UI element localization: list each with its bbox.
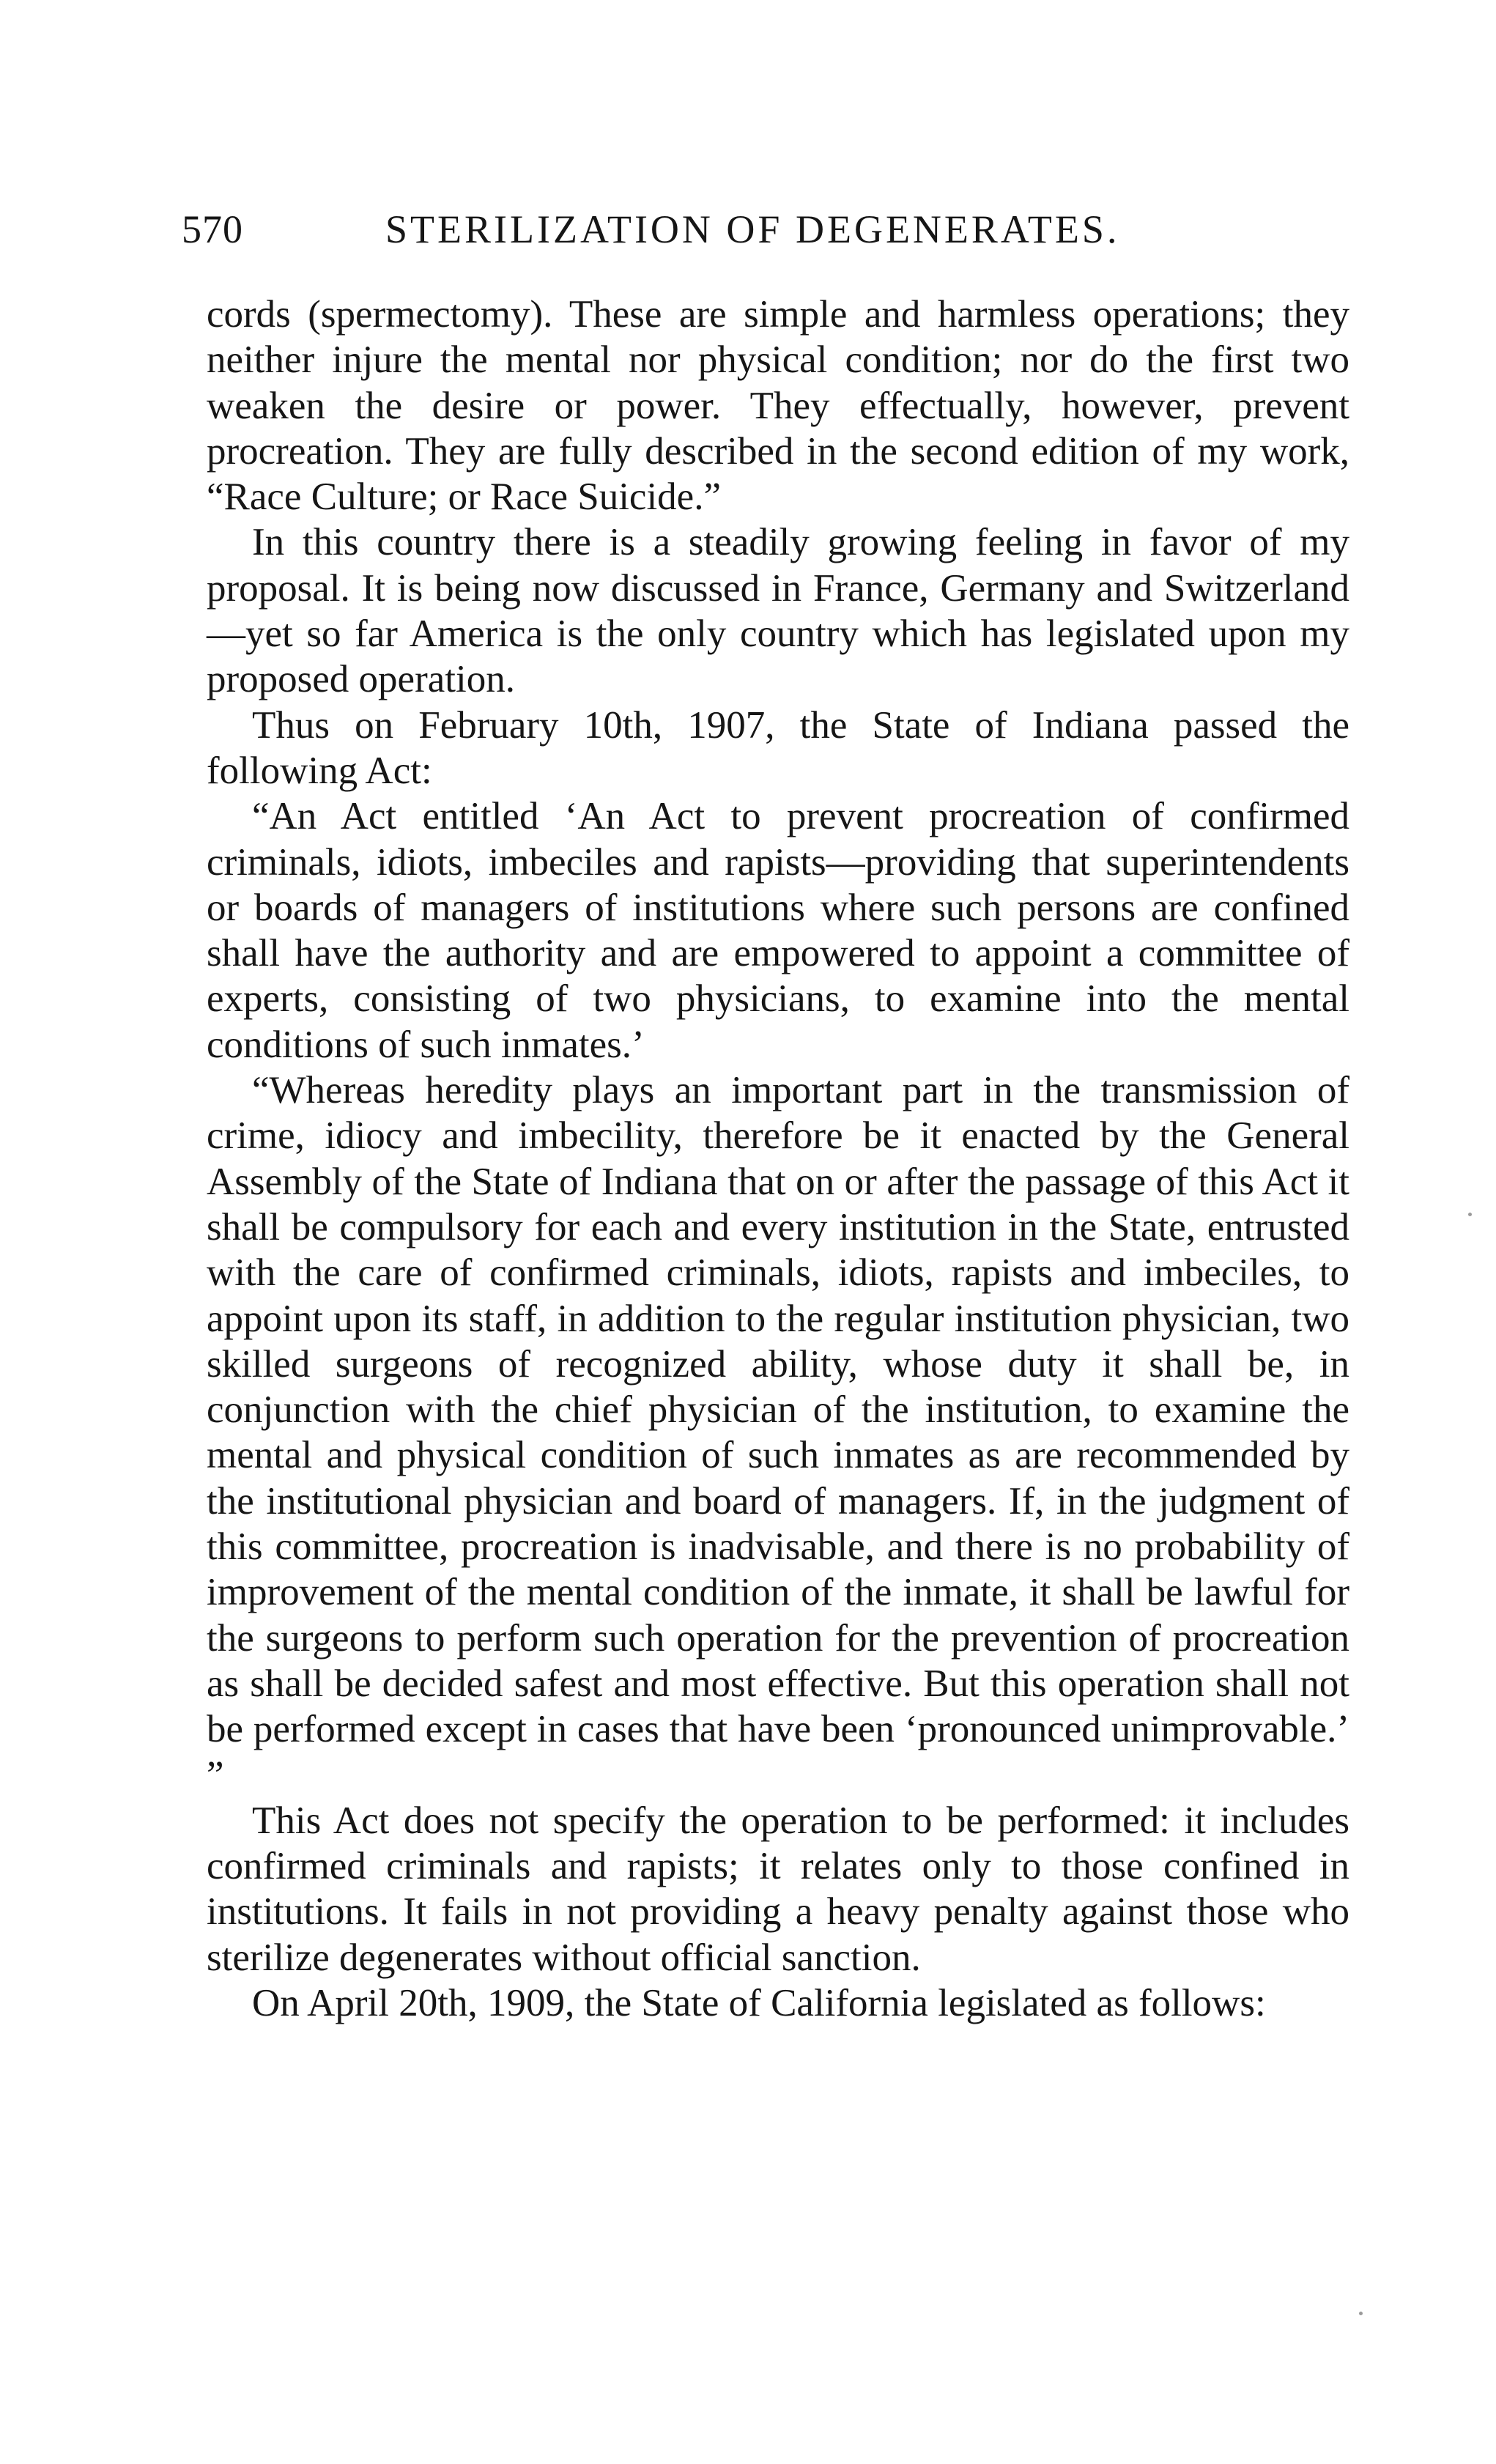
- paragraph-act-title: “An Act entitled ‘An Act to prevent procreation of confirmed criminals, idiots, imbeciles and rapists—providing that superintendents or boards of managers of institutions where such persons are confined shall have the authority and are empowered to appoint a committee of experts, consisting of two physicians, to examine into the mental conditions of such inmates.’: [207, 795, 1349, 1066]
- paragraph-whereas: “Whereas heredity plays an important part in the transmission of crime, idiocy and imbecility, therefore be it enacted by the General Assembly of the State of Indiana that on or after the passage of this Act it shall be compulsory for each and every institution in the State, entrusted with the care of confirmed criminals, idiots, rapists and imbeciles, to appoint upon its staff, in addition to the regular institution physician, two skilled surgeons of recognized ability, whose duty it shall be, in conjunction with the chief physician of the institution, to examine the mental and physical condition of such inmates as are recommended by the institutional physician and board of managers. If, in the judgment of this committee, procreation is inadvisable, and there is no probability of improvement of the mental condition of the inmate, it shall be lawful for the surgeons to perform such operation for the prevention of procreation as shall be decided safest and most effective. But this operation shall not be performed except in cases that have been ‘pronounced unimprovable.’ ”: [207, 1069, 1349, 1797]
- page-header: [182, 207, 1156, 265]
- scan-speck: [1359, 2312, 1363, 2315]
- paragraph-growing-feeling: In this country there is a steadily growing feeling in favor of my proposal. It is being now discussed in France, Germany and Switzerland—yet so far America is the only country which has legislated upon my proposed operation.: [207, 521, 1349, 701]
- paragraph-california-intro: On April 20th, 1909, the State of California legislated as follows:: [252, 1981, 1266, 2024]
- paragraph-act-critique: This Act does not specify the operation to be performed: it includes confirmed criminals and rapists; it relates only to those confined in institutions. It fails in not providing a heavy penalty against those who sterilize degenerates without official sanction.: [207, 1799, 1349, 1979]
- scan-speck: [1468, 1213, 1472, 1216]
- paragraph-indiana-intro: Thus on February 10th, 1907, the State of Indiana passed the following Act:: [207, 703, 1349, 792]
- page-number: 570: [182, 207, 243, 251]
- body-text: [207, 292, 1349, 2026]
- paragraph-spermectomy: cords (spermectomy). These are simple and harmless operations; they neither injure the mental nor physical condition; nor do the first two weaken the desire or power. They effectually, however, prevent procreation. They are fully described in the second edition of my work, “Race Culture; or Race Suicide.”: [207, 293, 1349, 519]
- running-head: STERILIZATION OF DEGENERATES.: [385, 207, 1120, 251]
